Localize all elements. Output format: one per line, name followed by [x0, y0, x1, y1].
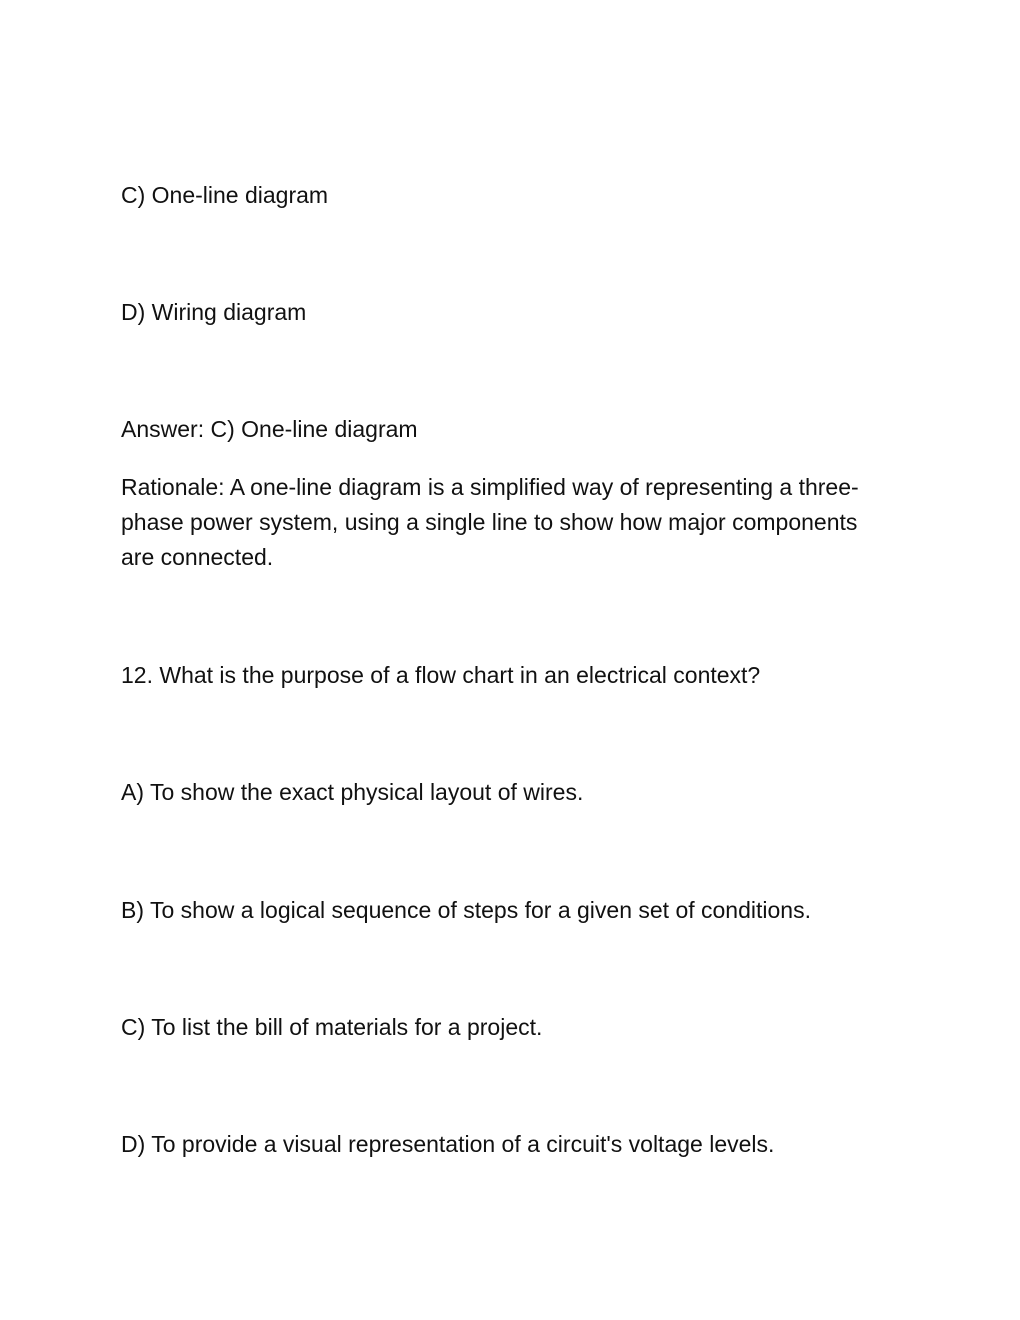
question-12-option-b: B) To show a logical sequence of steps for a given set of conditions.: [121, 897, 811, 923]
question-12-option-c: C) To list the bill of materials for a project.: [121, 1014, 543, 1040]
previous-question-option-c: C) One-line diagram: [121, 182, 329, 208]
previous-question-option-d: D) Wiring diagram: [121, 299, 307, 325]
previous-question-rationale: Rationale: A one-line diagram is a simplified way of representing a three-phase power system, using a single line to show how major components are connected.: [121, 474, 859, 570]
question-12-option-a: A) To show the exact physical layout of wires.: [121, 779, 584, 805]
previous-question-answer: Answer: C) One-line diagram: [121, 416, 418, 442]
question-12-text: 12. What is the purpose of a flow chart in an electrical context?: [121, 662, 761, 688]
question-12-option-d: D) To provide a visual representation of a circuit's voltage levels.: [121, 1131, 775, 1157]
